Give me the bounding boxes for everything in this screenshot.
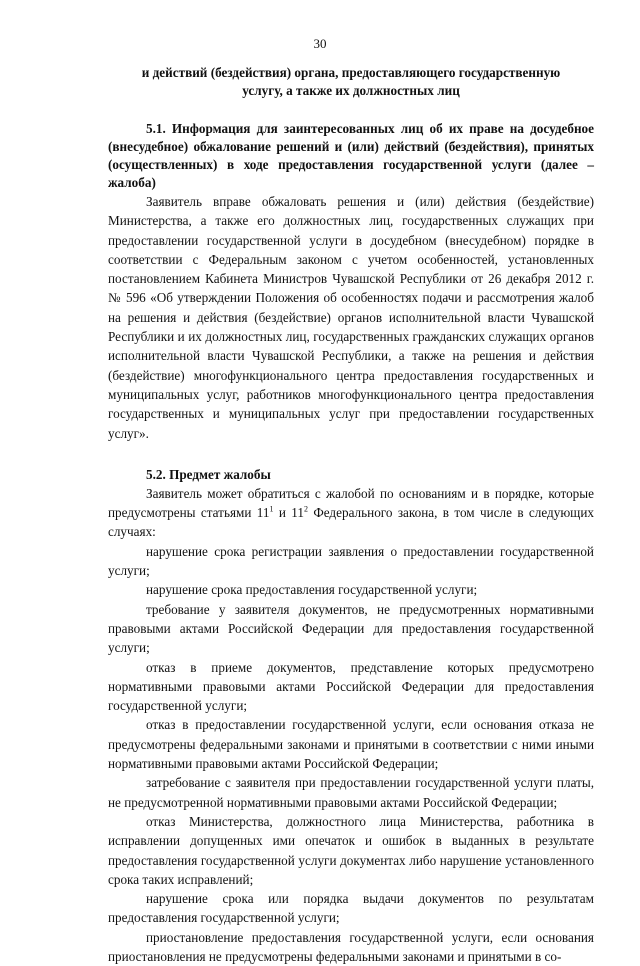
section-heading-line-2: услугу, а также их должностных лиц (242, 83, 460, 98)
intro-text-after: Федерального закона, в том числе в следующих случаях: (108, 505, 594, 540)
list-item: требование у заявителя документов, не предусмотренных нормативными правовыми актами Российской Федерации для предоставления государственной услуги; (108, 601, 594, 656)
subsection-5-1-paragraph: Заявитель вправе обжаловать решения и (или) действия (бездействие) Министерства, а также его должностных лиц, государственных служащих при предоставлении государственной услуги в досудебном (внесудебном) порядке в соответствии с Федеральным законом с учетом особенностей, установленных постановлением Кабинета Министров Чувашской Республики от 26 декабря 2012 г. № 596 «Об утверждении Положения об особенностях подачи и рассмотрения жалоб на решения и действия (бездействие) органов исполнительной власти Чувашской Республики и их должностных лиц, государственных гражданских служащих органов исполнительной власти Чувашской Республики, а также на решения и действия (бездействие) многофункционального центра предоставления государственных и муниципальных услуг, работников многофункционального центра предоставления государственных и муниципальных услуг при предоставлении государственных услуг». (108, 194, 594, 441)
list-item: затребование с заявителя при предоставлении государственной услуги платы, не предусмотренной нормативными правовыми актами Российской Федерации; (108, 775, 594, 810)
list-item: приостановление предоставления государственной услуги, если основания приостановления не предусмотрены федеральными законами и принятыми в со- (108, 929, 594, 964)
subsection-5-1-title: 5.1. Информация для заинтересованных лиц об их праве на досудебное (внесудебное) обжалование решений и (или) действий (бездействия), принятых (осуществленных) в ходе предоставления государственной услуги (далее – жалоба) (108, 121, 594, 190)
subsection-5-2-intro (108, 484, 594, 542)
document-body (108, 64, 594, 966)
superscript-2: 2 (303, 504, 308, 514)
subsection-5-2-title: 5.2. Предмет жалобы (146, 466, 271, 482)
section-heading (108, 64, 594, 100)
complaint-cases-list (108, 542, 594, 966)
page-number: 30 (313, 36, 327, 51)
list-item: нарушение срока или порядка выдачи документов по результатам предоставления государственной услуги; (108, 891, 594, 926)
intro-text-before: Заявитель может обратиться с жалобой по основаниям и в порядке, которые предусмотрены статьями 11 (108, 485, 594, 521)
intro-text-and: и 11 (273, 505, 304, 521)
section-heading-line-1: и действий (бездействия) органа, предоставляющего государственную (141, 65, 561, 80)
superscript-1: 1 (269, 504, 274, 514)
list-item: нарушение срока регистрации заявления о предоставлении государственной услуги; (108, 543, 594, 579)
list-item: отказ в приеме документов, представление которых предусмотрено нормативными правовыми актами Российской Федерации для предоставления государственной услуги; (108, 659, 594, 714)
list-item: отказ Министерства, должностного лица Министерства, работника в исправлении допущенных ими опечаток и ошибок в выданных в результате предоставления государственной услуги документах либо нарушение установленного срока таких исправлений; (108, 813, 594, 887)
list-item: отказ в предоставлении государственной услуги, если основания отказа не предусмотрены федеральными законами и принятыми в соответствии с ними иными нормативными правовыми актами Российской Федерации; (108, 717, 594, 772)
list-item: нарушение срока предоставления государственной услуги; (146, 582, 478, 598)
